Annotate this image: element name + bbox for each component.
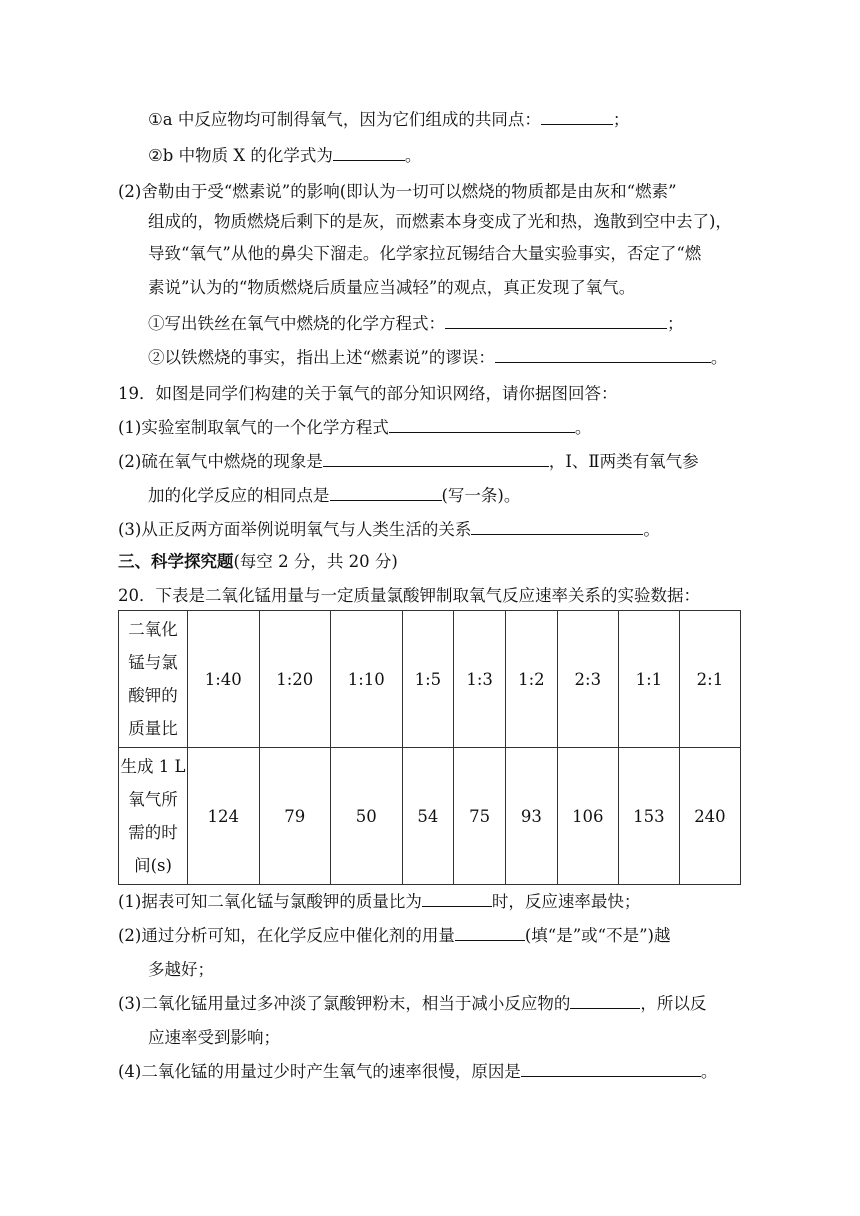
q19-p2-blank1[interactable]: [323, 450, 549, 467]
q18-b-line: [148, 144, 421, 168]
q19-p2-text: (2)硫在氧气中燃烧的现象是: [118, 452, 323, 471]
ratio-header-cell: [119, 611, 188, 748]
q20-p2-text: (2)通过分析可知，在化学反应中催化剂的用量: [118, 926, 455, 945]
time-cell: 106: [557, 748, 618, 885]
q19-p2-l2-text: 加的化学反应的相同点是: [148, 486, 330, 505]
ratio-cell: 1:2: [506, 611, 558, 748]
q18-p2-line4: 素说”认为的“物质燃烧后质量应当减轻”的观点，真正发现了氧气。: [148, 278, 636, 297]
time-cell: 54: [402, 748, 454, 885]
q20-p1-suffix: 时，反应速率最快；: [491, 892, 641, 911]
q18-p2-line3: 导致“氧气”从他的鼻尖下溜走。化学家拉瓦锡结合大量实验事实，否定了“燃: [148, 244, 702, 263]
q18-p2-q1-blank[interactable]: [445, 312, 667, 329]
q20-p4-line: [118, 1060, 717, 1084]
ratio-cell: 1:3: [454, 611, 506, 748]
q20-p3-line2: 应速率受到影响；: [148, 1028, 280, 1047]
q19-p1-line: [118, 416, 591, 440]
q18-p2-q2-line: [148, 346, 727, 370]
section3-points: (每空 2 分，共 20 分): [233, 552, 398, 571]
table-row-time: [119, 748, 741, 885]
q18-b-suffix: 。: [404, 146, 422, 165]
q18-p2-line2: 组成的，物质燃烧后剩下的是灰，而燃素本身变成了光和热，逸散到空中去了)，: [148, 212, 732, 231]
q19-p3-text: (3)从正反两方面举例说明氧气与人类生活的关系: [118, 520, 472, 539]
time-header-cell: [119, 748, 188, 885]
q18-a-text: ①a 中反应物均可制得氧气，因为它们组成的共同点：: [148, 110, 541, 129]
ratio-cell: 1:10: [331, 611, 403, 748]
q20-p3-line: [118, 992, 706, 1016]
q18-b-blank[interactable]: [333, 144, 405, 161]
ratio-cell: 1:5: [402, 611, 454, 748]
q18-p2-q2-suffix: 。: [710, 348, 728, 367]
q19-p3-line: [118, 518, 660, 542]
q20-p4-blank[interactable]: [521, 1060, 701, 1077]
q19-p1-text: (1)实验室制取氧气的一个化学方程式: [118, 418, 389, 437]
time-cell: 124: [188, 748, 260, 885]
q19-p3-blank[interactable]: [471, 518, 643, 535]
q20-p2-line2: 多越好；: [148, 960, 214, 979]
q19-p2-mid: ，Ⅰ、Ⅱ两类有氧气参: [548, 452, 699, 471]
time-header-l3: 需的时: [128, 823, 178, 842]
time-header-l1: 生成 1 L: [120, 757, 186, 776]
time-cell: 50: [331, 748, 403, 885]
time-header-l2: 氧气所: [128, 790, 178, 809]
q19-p2-blank2[interactable]: [330, 484, 442, 501]
time-cell: 75: [454, 748, 506, 885]
ratio-header-l3: 酸钾的: [128, 686, 178, 705]
q19-p1-suffix: 。: [574, 418, 592, 437]
q20-p2-blank[interactable]: [455, 924, 525, 941]
time-cell: 93: [506, 748, 558, 885]
ratio-cell: 2:1: [679, 611, 740, 748]
q19-p2-l2-suffix: (写一条)。: [441, 486, 521, 505]
ratio-header-l4: 质量比: [128, 719, 178, 738]
q18-p2-line1: (2)舍勒由于受“燃素说”的影响(即认为一切可以燃烧的物质都是由灰和“燃素”: [118, 182, 677, 201]
q20-p1-text: (1)据表可知二氧化锰与氯酸钾的质量比为: [118, 892, 422, 911]
q20-p3-suffix: ，所以反: [640, 994, 707, 1013]
q19-p1-blank[interactable]: [389, 416, 575, 433]
mno2-ratio-table: [118, 610, 741, 885]
q18-a-blank[interactable]: [541, 108, 613, 125]
q20-p1-blank[interactable]: [422, 890, 492, 907]
ratio-cell: 1:40: [188, 611, 260, 748]
time-header-l4: 间(s): [134, 856, 172, 875]
q18-p2-q2-text: ②以铁燃烧的事实，指出上述“燃素说”的谬误：: [148, 348, 495, 367]
ratio-header-l2: 锰与氯: [128, 653, 178, 672]
q20-p3-text: (3)二氧化锰用量过多冲淡了氯酸钾粉末，相当于减小反应物的: [118, 994, 571, 1013]
q20-title: 20．下表是二氧化锰用量与一定质量氯酸钾制取氧气反应速率关系的实验数据：: [118, 586, 700, 605]
q18-p2-q1-text: ①写出铁丝在氧气中燃烧的化学方程式：: [148, 314, 445, 333]
section3-heading: [118, 550, 398, 574]
q19-p2-line: [118, 450, 699, 474]
ratio-cell: 1:1: [618, 611, 679, 748]
section3-title: 三、科学探究题: [118, 552, 234, 571]
ratio-header-l1: 二氧化: [128, 620, 178, 639]
q20-p3-blank[interactable]: [570, 992, 640, 1009]
q20-p4-suffix: 。: [700, 1062, 718, 1081]
q20-p2-suffix: (填“是”或“不是”)越: [524, 926, 671, 945]
q18-p2-q2-blank[interactable]: [495, 346, 711, 363]
q20-p1-line: [118, 890, 640, 914]
q19-p2-line2: [148, 484, 520, 508]
ratio-cell: 2:3: [557, 611, 618, 748]
q20-p2-line: [118, 924, 671, 948]
q18-p2-q1-suffix: ；: [667, 314, 684, 333]
q18-b-text: ②b 中物质 X 的化学式为: [148, 146, 333, 165]
q20-p4-text: (4)二氧化锰的用量过少时产生氧气的速率很慢，原因是: [118, 1062, 521, 1081]
time-cell: 153: [618, 748, 679, 885]
q18-a-line: [148, 108, 629, 132]
time-cell: 240: [679, 748, 740, 885]
ratio-cell: 1:20: [259, 611, 331, 748]
q18-p2-q1-line: [148, 312, 684, 336]
q19-p3-suffix: 。: [643, 520, 660, 539]
q18-a-suffix: ；: [612, 110, 630, 129]
table-row-ratio: [119, 611, 741, 748]
time-cell: 79: [259, 748, 331, 885]
q19-title: 19．如图是同学们构建的关于氧气的部分知识网络，请你据图回答：: [118, 384, 618, 403]
